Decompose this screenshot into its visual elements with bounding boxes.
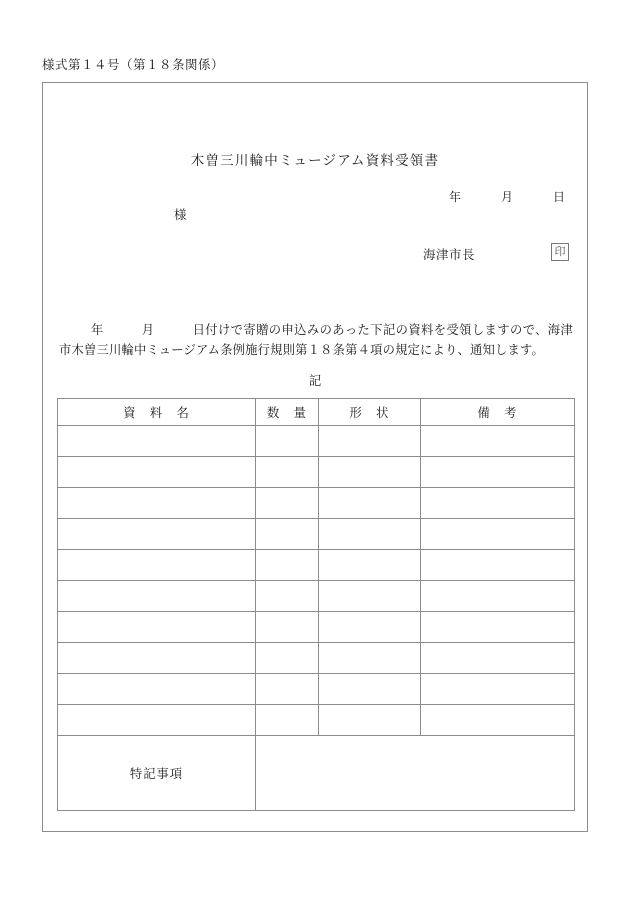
table-row[interactable] — [58, 488, 575, 519]
cell-name[interactable] — [58, 426, 256, 457]
cell-shape[interactable] — [319, 581, 421, 612]
cell-qty[interactable] — [256, 705, 319, 736]
cell-name[interactable] — [58, 457, 256, 488]
date-line: 年 月 日 — [448, 190, 566, 204]
table-row[interactable] — [58, 426, 575, 457]
table-header-row — [58, 399, 575, 426]
table-body — [58, 426, 575, 811]
cell-name[interactable] — [58, 519, 256, 550]
seal-stamp-icon: 印 — [551, 243, 569, 261]
remarks-row[interactable] — [58, 736, 575, 811]
remarks-value[interactable] — [256, 736, 575, 811]
cell-name[interactable] — [58, 674, 256, 705]
cell-note[interactable] — [421, 550, 575, 581]
issuer-row — [423, 243, 569, 265]
cell-note[interactable] — [421, 705, 575, 736]
cell-note[interactable] — [421, 488, 575, 519]
cell-note[interactable] — [421, 643, 575, 674]
table-row[interactable] — [58, 581, 575, 612]
cell-qty[interactable] — [256, 457, 319, 488]
table-row[interactable] — [58, 457, 575, 488]
page-frame — [42, 82, 588, 832]
cell-shape[interactable] — [319, 457, 421, 488]
table-row[interactable] — [58, 550, 575, 581]
cell-qty[interactable] — [256, 674, 319, 705]
cell-note[interactable] — [421, 426, 575, 457]
cell-name[interactable] — [58, 550, 256, 581]
cell-note[interactable] — [421, 457, 575, 488]
form-number: 様式第１４号（第１８条関係） — [42, 58, 225, 72]
table-row[interactable] — [58, 674, 575, 705]
cell-shape[interactable] — [319, 488, 421, 519]
cell-qty[interactable] — [256, 519, 319, 550]
cell-name[interactable] — [58, 612, 256, 643]
table-row[interactable] — [58, 519, 575, 550]
cell-name[interactable] — [58, 581, 256, 612]
column-header-qty: 数 量 — [256, 399, 319, 426]
cell-qty[interactable] — [256, 581, 319, 612]
remarks-label: 特記事項 — [58, 736, 256, 811]
table-row[interactable] — [58, 643, 575, 674]
cell-note[interactable] — [421, 612, 575, 643]
cell-note[interactable] — [421, 581, 575, 612]
cell-note[interactable] — [421, 674, 575, 705]
cell-name[interactable] — [58, 643, 256, 674]
cell-qty[interactable] — [256, 426, 319, 457]
cell-shape[interactable] — [319, 612, 421, 643]
materials-table — [57, 398, 575, 811]
cell-note[interactable] — [421, 519, 575, 550]
cell-name[interactable] — [58, 488, 256, 519]
issuer-name: 海津市長 — [423, 248, 476, 262]
page-title: 木曽三川輪中ミュージアム資料受領書 — [190, 153, 440, 168]
cell-shape[interactable] — [319, 705, 421, 736]
cell-qty[interactable] — [256, 488, 319, 519]
cell-qty[interactable] — [256, 612, 319, 643]
cell-shape[interactable] — [319, 426, 421, 457]
cell-shape[interactable] — [319, 674, 421, 705]
cell-qty[interactable] — [256, 643, 319, 674]
table-row[interactable] — [58, 612, 575, 643]
addressee-suffix: 様 — [174, 208, 187, 222]
cell-shape[interactable] — [319, 643, 421, 674]
cell-qty[interactable] — [256, 550, 319, 581]
column-header-note: 備 考 — [421, 399, 575, 426]
body-paragraph: 年 月 日付けで寄贈の申込みのあった下記の資料を受領しますので、海津市木曽三川輪中ミュージアム条例施行規則第１８条第４項の規定により、通知します。 — [59, 323, 573, 357]
table-row[interactable] — [58, 705, 575, 736]
column-header-shape: 形 状 — [319, 399, 421, 426]
ki-mark: 記 — [308, 374, 322, 388]
cell-shape[interactable] — [319, 519, 421, 550]
cell-shape[interactable] — [319, 550, 421, 581]
column-header-name: 資 料 名 — [58, 399, 256, 426]
cell-name[interactable] — [58, 705, 256, 736]
